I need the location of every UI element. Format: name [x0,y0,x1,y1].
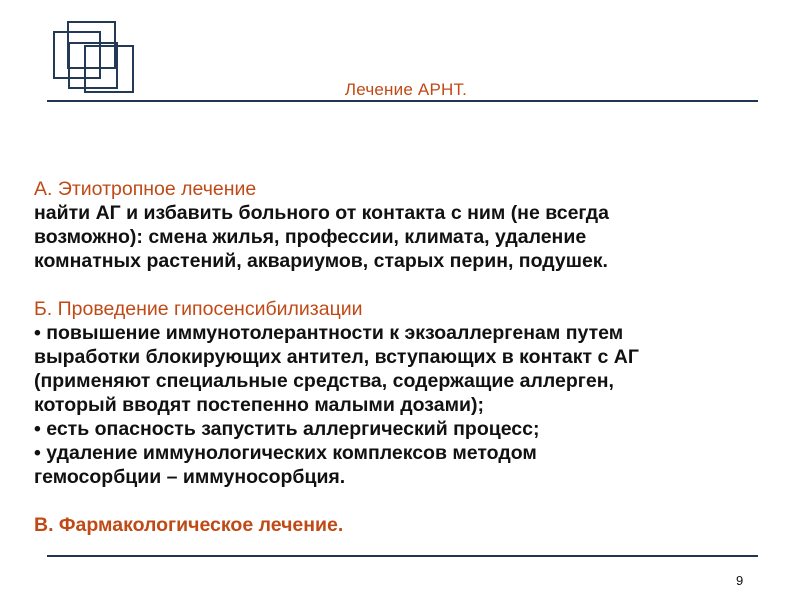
section-c-heading: В. Фармакологическое лечение. [34,514,344,536]
section-a-heading: А. Этиотропное лечение [34,178,257,200]
section-b-line-6: • удаление иммунологических комплексов методом [34,442,537,464]
section-a-line-2: возможно): смена жилья, профессии, климата, удаление [34,226,587,248]
bottom-divider [47,555,758,557]
slide-title: Лечение АРНТ. [344,80,468,99]
top-divider [47,100,758,102]
section-a-line-3: комнатных растений, аквариумов, старых перин, подушек. [34,250,608,272]
page-number: 9 [736,573,744,588]
section-b-line-7: гемосорбции – иммуносорбция. [34,466,346,488]
section-b-heading: Б. Проведение гипосенсибилизации [34,298,363,320]
slide-content [34,177,794,537]
section-gap [34,489,794,513]
section-a-line-1: найти АГ и избавить больного от контакта с ним (не всегда [34,202,610,224]
section-b-line-5: • есть опасность запустить аллергический процесс; [34,418,540,440]
section-b-line-3: (применяют специальные средства, содержащие аллерген, [34,370,614,392]
section-gap [34,273,794,297]
section-b-line-1: • повышение иммунотолерантности к экзоаллергенам путем [34,322,624,344]
section-b-line-4: который вводят постепенно малыми дозами); [34,394,484,416]
section-b-line-2: выработки блокирующих антител, вступающих в контакт с АГ [34,346,639,368]
